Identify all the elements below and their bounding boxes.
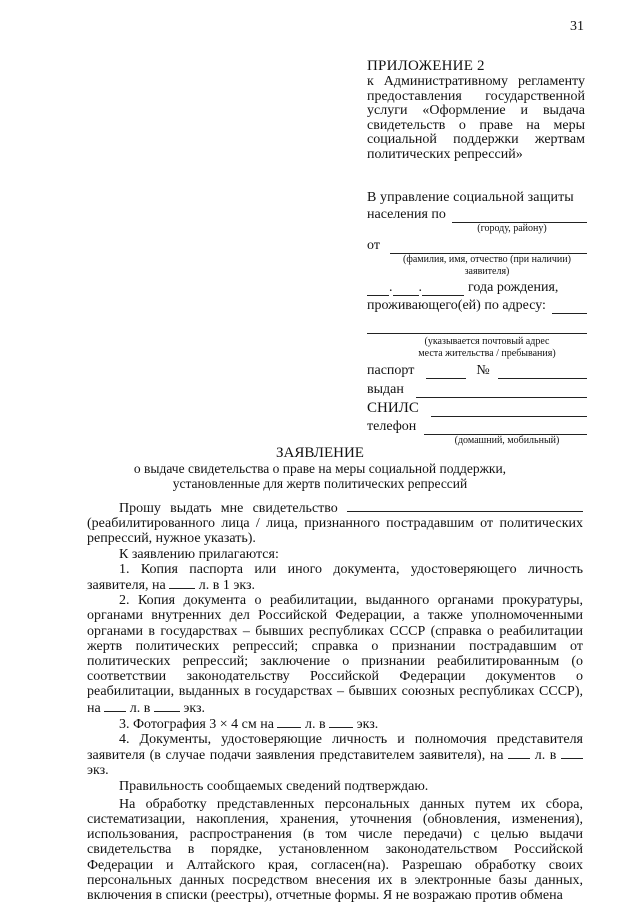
item-3 bbox=[87, 716, 583, 732]
birth-year-field[interactable] bbox=[422, 282, 464, 296]
birth-row bbox=[367, 280, 587, 296]
addressee-line1 bbox=[367, 190, 587, 206]
item-2-text-b: л. в bbox=[129, 700, 151, 716]
item-2-text-a: 2. Копия документа о реабилитации, выданного органами прокуратуры, органами внутренних дел Российской Федерации, а также уполномоченными органами в государствах – бывших республиках СССР (справка о реабилитации жертв политических репрессий; справка о признании пострадавшим от политических репрессий; заключение о признании реабилитированным (о соответствии законодательству Российской Федерации документов о реабилитации, выданных в государствах – бывших союзных республиках СССР), на bbox=[87, 593, 583, 716]
certificate-type-field[interactable] bbox=[347, 500, 583, 512]
passport-no-label: № bbox=[476, 363, 490, 378]
issued-field[interactable] bbox=[416, 384, 587, 398]
address-hint-1: (указывается почтовый адрес bbox=[424, 336, 550, 347]
from-label: от bbox=[367, 238, 380, 253]
passport-number-field[interactable] bbox=[498, 365, 587, 379]
document-subtitle-2: установленные для жертв политических репрессий bbox=[172, 476, 468, 491]
item-2-text-c: экз. bbox=[183, 700, 205, 716]
issued-label: выдан bbox=[367, 382, 404, 397]
request-text-b: (реабилитированного лица / лица, признанного пострадавшим от политических репрессий, нужное указать). bbox=[87, 516, 583, 547]
snils-row bbox=[367, 400, 587, 417]
item-3-pages-field[interactable] bbox=[277, 716, 301, 728]
item-2 bbox=[87, 593, 583, 716]
item-3-text-b: л. в bbox=[304, 716, 326, 732]
page-number: 31 bbox=[570, 19, 584, 34]
residing-field[interactable] bbox=[552, 300, 587, 314]
address-field[interactable] bbox=[367, 320, 587, 334]
item-3-text-c: экз. bbox=[356, 716, 379, 732]
birth-day-field[interactable] bbox=[367, 282, 389, 296]
phone-hint: (домашний, мобильный) bbox=[454, 435, 560, 446]
addressee-line1-text: В управление социальной защиты bbox=[367, 190, 574, 205]
residing-row bbox=[367, 298, 587, 314]
item-4-text-b: л. в bbox=[534, 748, 557, 764]
passport-label: паспорт bbox=[367, 363, 415, 378]
passport-row bbox=[367, 363, 587, 379]
district-row bbox=[367, 207, 587, 223]
passport-series-field[interactable] bbox=[426, 365, 466, 379]
snils-label: СНИЛС bbox=[367, 400, 419, 416]
phone-row bbox=[367, 419, 587, 435]
item-3-copies-field[interactable] bbox=[329, 716, 353, 728]
item-3-text-a: 3. Фотография 3 × 4 см на bbox=[119, 716, 274, 732]
district-hint: (городу, району) bbox=[477, 223, 547, 234]
district-label: населения по bbox=[367, 207, 446, 222]
consent-text: На обработку представленных персональных данных путем их сбора, систематизации, накопления, хранения, уточнения (обновления, изменения), использования, распространения (в том числе передачи) с целью выдачи свидетельства в порядке, установленном законодательством Российской Федерации и Алтайского края, согласен(на). Разрешаю обработку своих персональных данных посредством внесения их в электронные базы данных, включения в списки (реестры), отчетные формы. Я не возражаю против обмена bbox=[87, 796, 583, 904]
from-field[interactable] bbox=[390, 240, 587, 254]
item-4-copies-field[interactable] bbox=[561, 747, 583, 759]
phone-field[interactable] bbox=[424, 421, 587, 435]
item-2-copies-field[interactable] bbox=[154, 700, 180, 712]
phone-label: телефон bbox=[367, 419, 417, 434]
document-body bbox=[87, 500, 583, 903]
item-4 bbox=[87, 732, 583, 779]
from-hint-1: (фамилия, имя, отчество (при наличии) bbox=[403, 254, 571, 265]
request-text-a: Прошу выдать мне свидетельство bbox=[119, 501, 338, 516]
item-4-text-a: 4. Документы, удостоверяющие личность и полномочия представителя заявителя (в случае подачи заявления представителем заявителя), на bbox=[87, 732, 583, 764]
address-row bbox=[367, 320, 587, 334]
birth-month-field[interactable] bbox=[393, 282, 419, 296]
from-row bbox=[367, 238, 587, 254]
item-1 bbox=[87, 562, 583, 593]
item-2-pages-field[interactable] bbox=[104, 700, 126, 712]
appendix-block bbox=[367, 58, 585, 162]
birth-label: года рождения, bbox=[468, 280, 559, 295]
item-4-pages-field[interactable] bbox=[508, 747, 530, 759]
from-hint-2: заявителя) bbox=[464, 266, 510, 277]
item-1-text-a: 1. Копия паспорта или иного документа, удостоверяющего личность заявителя, на bbox=[87, 561, 583, 594]
residing-label: проживающего(ей) по адресу: bbox=[367, 298, 546, 313]
request-paragraph bbox=[87, 500, 583, 547]
attached-heading: К заявлению прилагаются: bbox=[119, 546, 279, 562]
item-1-pages-field[interactable] bbox=[169, 577, 195, 589]
item-1-text-b: л. в 1 экз. bbox=[198, 578, 256, 594]
issued-row bbox=[367, 382, 587, 398]
address-hint-2: места жительства / пребывания) bbox=[418, 348, 556, 359]
appendix-text: к Административному регламенту предоставления государственной услуги «Оформление и выдача свидетельств о праве на меры социальной поддержки жертвам политических репрессий» bbox=[367, 74, 585, 162]
addressee-block bbox=[367, 190, 587, 447]
birth-sep-1: . bbox=[389, 280, 393, 295]
document-subtitle-1: о выдаче свидетельства о праве на меры социальной поддержки, bbox=[133, 461, 507, 476]
appendix-title: ПРИЛОЖЕНИЕ 2 bbox=[367, 58, 485, 74]
item-4-text-c: экз. bbox=[87, 763, 109, 779]
snils-field[interactable] bbox=[431, 403, 587, 417]
birth-sep-2: . bbox=[418, 280, 422, 295]
confirm-text: Правильность сообщаемых сведений подтверждаю. bbox=[119, 778, 429, 794]
document-title: ЗАЯВЛЕНИЕ bbox=[276, 445, 364, 461]
district-field[interactable] bbox=[452, 209, 587, 223]
